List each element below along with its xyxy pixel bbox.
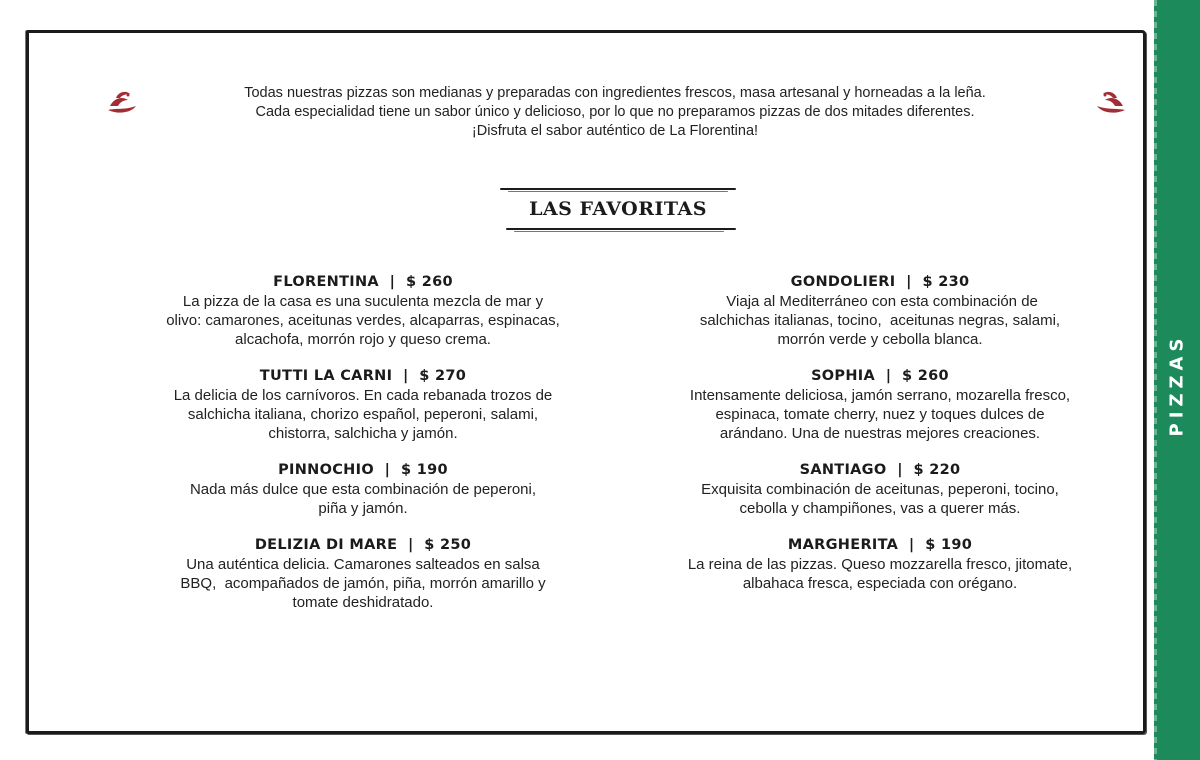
title-rule [514, 231, 724, 232]
description-line: albahaca fresca, especiada con orégano. [742, 575, 1018, 592]
description-line: arándano. Una de nuestras mejores creaciones. [719, 425, 1041, 442]
separator: | [875, 368, 903, 384]
intro-text [150, 84, 1080, 141]
menu-item [645, 272, 1115, 349]
menu-item [645, 535, 1115, 593]
description-line: chistorra, salchicha y jamón. [268, 425, 458, 442]
section-title [500, 186, 736, 234]
menu-item-price: $ 260 [405, 274, 453, 290]
menu-item-price: $ 250 [424, 537, 472, 553]
menu-item-heading [645, 366, 1115, 386]
description-line: BBQ, acompañados de jamón, piña, morrón amarillo y [180, 575, 546, 592]
menu-item-description [128, 292, 598, 349]
description-line: Nada más dulce que esta combinación de peperoni, [189, 481, 537, 498]
separator: | [373, 462, 401, 478]
menu-item-heading [128, 535, 598, 555]
description-line: Exquisita combinación de aceitunas, peperoni, tocino, [701, 481, 1059, 498]
menu-item-name: SANTIAGO [799, 462, 887, 478]
menu-item-heading [128, 366, 598, 386]
menu-item-price: $ 190 [925, 537, 973, 553]
menu-item [128, 272, 598, 349]
menu-item-description [128, 480, 598, 518]
description-line: alcachofa, morrón rojo y queso crema. [235, 331, 491, 348]
menu-item-description [645, 555, 1115, 593]
description-line: La delicia de los carnívoros. En cada rebanada trozos de [173, 387, 553, 404]
description-line: olivo: camarones, aceitunas verdes, alcaparras, espinacas, [166, 312, 560, 329]
menu-item-name: DELIZIA DI MARE [254, 537, 398, 553]
separator: | [378, 274, 406, 290]
description-line: tomate deshidratado. [292, 594, 434, 611]
separator: | [895, 274, 923, 290]
menu-item-heading [645, 272, 1115, 292]
title-rule [506, 228, 736, 230]
menu-item-description [645, 386, 1115, 443]
side-tab-label: PIZZAS [1166, 333, 1188, 437]
menu-item-heading [128, 460, 598, 480]
bird-emblem-icon [1095, 86, 1127, 116]
description-line: Intensamente deliciosa, jamón serrano, mozarella fresco, [689, 387, 1071, 404]
bird-emblem-icon [106, 86, 138, 116]
description-line: morrón verde y cebolla blanca. [777, 331, 983, 348]
menu-item-price: $ 220 [913, 462, 961, 478]
description-line: La reina de las pizzas. Queso mozzarella fresco, jitomate, [687, 556, 1073, 573]
menu-item-name: GONDOLIERI [790, 274, 896, 290]
separator: | [886, 462, 914, 478]
side-tab [1154, 0, 1200, 760]
menu-item-name: MARGHERITA [787, 537, 899, 553]
separator: | [898, 537, 926, 553]
menu-item [128, 535, 598, 612]
menu-item [128, 460, 598, 518]
section-title-label: LAS FAVORITAS [529, 198, 707, 220]
menu-item-description [645, 480, 1115, 518]
menu-column-left [128, 272, 598, 629]
menu-item-name: FLORENTINA [273, 274, 379, 290]
menu-item [645, 460, 1115, 518]
description-line: espinaca, tomate cherry, nuez y toques dulces de [715, 406, 1045, 423]
description-line: Una auténtica delicia. Camarones salteados en salsa [186, 556, 540, 573]
menu-item-price: $ 190 [400, 462, 448, 478]
menu-item-description [645, 292, 1115, 349]
menu-column-right [645, 272, 1115, 610]
menu-item-price: $ 230 [922, 274, 970, 290]
intro-line: Cada especialidad tiene un sabor único y delicioso, por lo que no preparamos pizzas de dos mitades diferentes. [255, 104, 975, 120]
description-line: salchichas italianas, tocino, aceitunas negras, salami, [699, 312, 1061, 329]
menu-item-heading [128, 272, 598, 292]
separator: | [392, 368, 420, 384]
separator: | [397, 537, 425, 553]
title-rule [508, 191, 728, 192]
menu-item-price: $ 260 [902, 368, 949, 384]
menu-item-heading [645, 460, 1115, 480]
description-line: cebolla y champiñones, vas a querer más. [739, 500, 1021, 517]
menu-item-name: TUTTI LA CARNI [259, 368, 393, 384]
menu-item-name: PINNOCHIO [278, 462, 374, 478]
description-line: La pizza de la casa es una suculenta mezcla de mar y [182, 293, 544, 310]
menu-item-description [128, 555, 598, 612]
menu-item [128, 366, 598, 443]
menu-item-description [128, 386, 598, 443]
intro-line: Todas nuestras pizzas son medianas y preparadas con ingredientes frescos, masa artesanal y horneadas a la leña. [244, 85, 986, 101]
description-line: salchicha italiana, chorizo español, peperoni, salami, [187, 406, 539, 423]
description-line: piña y jamón. [318, 500, 408, 517]
description-line: Viaja al Mediterráneo con esta combinación de [722, 293, 1038, 310]
menu-item-name: SOPHIA [811, 368, 876, 384]
side-tab-edge [1154, 0, 1157, 760]
intro-line: ¡Disfruta el sabor auténtico de La Florentina! [471, 123, 759, 139]
title-rule [500, 188, 736, 190]
menu-item-price: $ 270 [419, 368, 467, 384]
menu-item-heading [645, 535, 1115, 555]
menu-item [645, 366, 1115, 443]
